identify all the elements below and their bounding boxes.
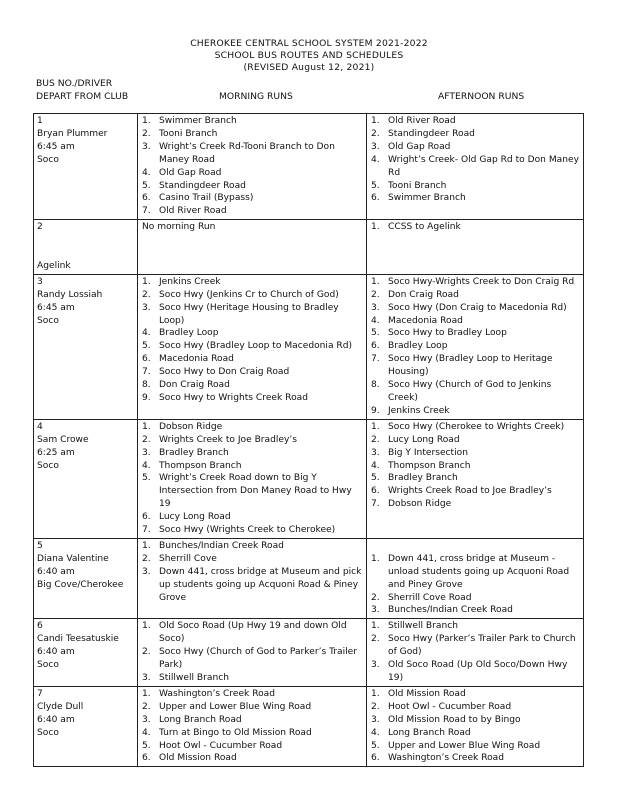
stop-number: 3. (371, 141, 380, 152)
stop-number: 6. (371, 193, 380, 204)
stop-description: Soco Hwy (Heritage Housing to Bradley Loop) (159, 302, 339, 326)
document-title: CHEROKEE CENTRAL SCHOOL SYSTEM 2021-2022 (190, 38, 428, 49)
bus-routes-table (33, 113, 584, 767)
afternoon-run-list (370, 115, 580, 205)
stop-description: Old Mission Road to by Bingo (388, 714, 521, 725)
stop-number: 3. (371, 302, 380, 313)
stop-description: Soco Hwy to Wrights Creek Road (159, 393, 308, 403)
morning-run-list (141, 115, 363, 218)
stop-number: 1. (371, 276, 380, 287)
stop-number: 5. (142, 473, 151, 484)
stop-description: Soco Hwy (Church of God to Jenkins Creek) (388, 380, 552, 403)
run-stop (141, 340, 363, 353)
run-stop (370, 128, 580, 141)
morning-runs-cell (138, 274, 367, 419)
stop-number: 2. (142, 289, 151, 300)
afternoon-run-list (370, 553, 580, 618)
stop-number: 2. (142, 701, 151, 712)
stop-description: Swimmer Branch (388, 193, 466, 204)
stop-number: 2. (371, 701, 380, 712)
stop-number: 2. (142, 128, 151, 139)
stop-number: 3. (142, 673, 151, 684)
stop-description: Washington’s Creek Road (159, 688, 276, 699)
driver-name: Diana Valentine (37, 553, 109, 564)
afternoon-run-list (370, 421, 580, 511)
stop-number: 7. (142, 367, 151, 378)
stop-number: 2. (142, 434, 151, 445)
stop-description: Tooni Branch (388, 180, 447, 191)
stop-number: 7. (142, 206, 151, 217)
stop-description: Soco Hwy (Church of God to Parker’s Trailer Park) (159, 647, 358, 671)
stop-description: Macedonia Road (388, 315, 463, 326)
run-stop (370, 592, 580, 605)
stop-number: 2. (371, 289, 380, 300)
afternoon-runs-cell (367, 114, 584, 220)
stop-number: 2. (142, 553, 151, 564)
stop-description: Wright’s Creek- Old Gap Rd to Don Maney Rd (388, 154, 579, 178)
stop-number: 9. (142, 393, 151, 403)
stop-description: Upper and Lower Blue Wing Road (388, 740, 541, 751)
stop-description: Soco Hwy to Bradley Loop (388, 328, 507, 339)
stop-description: Hoot Owl - Cucumber Road (388, 701, 512, 712)
depart-location: Soco (37, 460, 59, 471)
stop-number: 1. (371, 421, 380, 432)
stop-description: Old Soco Road (Up Old Soco/Down Hwy 19) (388, 660, 568, 684)
stop-number: 1. (371, 553, 380, 564)
stop-description: Tooni Branch (159, 128, 218, 139)
stop-number: 1. (371, 688, 380, 699)
stop-description: Macedonia Road (159, 354, 234, 365)
stop-number: 2. (371, 128, 380, 139)
run-stop (141, 327, 363, 340)
stop-number: 3. (371, 605, 380, 616)
run-stop (370, 221, 580, 234)
stop-number: 1. (142, 688, 151, 699)
stop-description: Upper and Lower Blue Wing Road (159, 701, 312, 712)
stop-description: Soco Hwy-Wrights Creek to Don Craig Rd (388, 276, 575, 287)
morning-runs-cell (138, 686, 367, 766)
depart-location: Soco (37, 727, 59, 738)
stop-number: 9. (371, 405, 380, 416)
stop-number: 1. (371, 116, 380, 126)
route-row (34, 619, 584, 687)
stop-description: Bradley Loop (159, 328, 219, 339)
stop-description: Old Soco Road (Up Hwy 19 and down Old Soco) (159, 621, 347, 645)
stop-description: Jenkins Creek (388, 405, 450, 416)
stop-number: 6. (371, 486, 380, 497)
run-stop (370, 180, 580, 193)
run-stop (141, 672, 363, 685)
stop-number: 1. (371, 621, 380, 632)
stop-number: 5. (371, 740, 380, 751)
afternoon-run-list (370, 221, 580, 234)
depart-location: Soco (37, 660, 59, 671)
morning-runs-cell (138, 538, 367, 618)
stop-description: Jenkins Creek (159, 276, 221, 287)
run-stop (141, 421, 363, 434)
depart-time: 6:25 am (37, 447, 75, 458)
stop-description: Bradley Loop (388, 341, 448, 352)
stop-description: Wright’s Creek Rd-Tooni Branch to Don Maney Road (159, 141, 335, 165)
run-stop (141, 366, 363, 379)
run-stop (141, 167, 363, 180)
run-stop (141, 276, 363, 289)
stop-number: 2. (371, 592, 380, 603)
depart-location: Soco (37, 315, 59, 326)
stop-number: 3. (142, 566, 151, 577)
route-row (34, 114, 584, 220)
depart-location: Big Cove/Cherokee (37, 579, 124, 590)
run-stop (141, 192, 363, 205)
driver-name: Candi Teesatuskie (37, 634, 119, 645)
stop-number: 7. (371, 354, 380, 365)
stop-description: Soco Hwy (Bradley Loop to Heritage Housing) (388, 354, 553, 378)
run-stop (370, 289, 580, 302)
run-stop (370, 472, 580, 485)
afternoon-runs-cell (367, 538, 584, 618)
run-stop (141, 553, 363, 566)
morning-runs-cell (138, 419, 367, 538)
stop-description: Dobson Ridge (388, 499, 452, 510)
run-stop (370, 192, 580, 205)
run-stop (370, 740, 580, 753)
run-stop (141, 714, 363, 727)
stop-number: 2. (371, 634, 380, 645)
run-stop (370, 633, 580, 659)
bus-number: 6 (37, 621, 43, 632)
stop-number: 6. (142, 193, 151, 204)
run-stop (141, 511, 363, 524)
run-stop (141, 379, 363, 392)
stop-number: 1. (142, 421, 151, 432)
stop-description: Bunches/Indian Creek Road (159, 540, 284, 551)
stop-description: Long Branch Road (388, 727, 471, 738)
stop-description: Old River Road (159, 206, 227, 217)
stop-description: Old Gap Road (388, 141, 451, 152)
morning-run-list (141, 421, 363, 537)
run-stop (370, 620, 580, 633)
run-stop (370, 688, 580, 701)
stop-description: Don Craig Road (159, 380, 230, 391)
stop-number: 4. (142, 167, 151, 178)
run-stop (370, 701, 580, 714)
run-stop (141, 115, 363, 128)
stop-number: 4. (371, 315, 380, 326)
run-stop (141, 434, 363, 447)
run-stop (370, 485, 580, 498)
stop-number: 5. (142, 740, 151, 751)
stop-description: Standingdeer Road (159, 180, 246, 191)
morning-runs-cell (138, 220, 367, 275)
stop-description: Wrights Creek to Joe Bradley’s (159, 434, 298, 445)
stop-description: Soco Hwy (Bradley Loop to Macedonia Rd) (159, 341, 353, 352)
bus-number: 3 (37, 276, 43, 287)
column-header-afternoon: AFTERNOON RUNS (438, 91, 525, 102)
stop-number: 5. (371, 180, 380, 191)
revision-date: (REVISED August 12, 2021) (243, 62, 375, 73)
driver-cell (34, 220, 138, 275)
stop-description: Old Mission Road (388, 688, 466, 699)
stop-description: Soco Hwy to Don Craig Road (159, 367, 290, 378)
stop-number: 4. (142, 460, 151, 471)
stop-description: Soco Hwy (Parker’s Trailer Park to Church of God) (388, 634, 576, 658)
driver-cell (34, 274, 138, 419)
stop-number: 5. (371, 328, 380, 339)
run-stop (370, 553, 580, 592)
run-stop (370, 460, 580, 473)
stop-number: 7. (142, 525, 151, 536)
afternoon-run-list (370, 620, 580, 685)
stop-number: 3. (371, 660, 380, 671)
stop-number: 8. (142, 380, 151, 391)
spacer (370, 540, 580, 553)
stop-description: Wright’s Creek Road down to Big Y Intersection from Don Maney Road to Hwy 19 (159, 473, 352, 510)
stop-number: 6. (142, 354, 151, 365)
run-stop (141, 392, 363, 405)
stop-description: Big Y Intersection (388, 447, 468, 458)
depart-time: 6:40 am (37, 647, 75, 658)
stop-description: Soco Hwy (Cherokee to Wrights Creek) (388, 421, 565, 432)
route-row (34, 274, 584, 419)
run-stop (141, 302, 363, 328)
driver-cell (34, 538, 138, 618)
run-stop (370, 353, 580, 379)
stop-number: 4. (142, 727, 151, 738)
run-stop (141, 353, 363, 366)
driver-name: Clyde Dull (37, 701, 84, 712)
morning-run-list (141, 688, 363, 765)
afternoon-runs-cell (367, 619, 584, 687)
stop-description: Washington’s Creek Road (388, 753, 505, 764)
stop-description: Down 441, cross bridge at Museum and pick up students going up Acquoni Road & Piney Grove (159, 566, 362, 603)
run-stop (370, 421, 580, 434)
depart-time: 6:40 am (37, 566, 75, 577)
afternoon-run-list (370, 688, 580, 765)
stop-number: 3. (142, 714, 151, 725)
run-stop (370, 276, 580, 289)
column-header-bus: BUS NO./DRIVER (36, 78, 113, 89)
run-stop (141, 701, 363, 714)
stop-description: Hoot Owl - Cucumber Road (159, 740, 283, 751)
stop-number: 5. (142, 341, 151, 352)
route-row (34, 220, 584, 275)
driver-cell (34, 619, 138, 687)
run-stop (141, 180, 363, 193)
depart-time: 6:45 am (37, 141, 75, 152)
depart-time (37, 247, 134, 260)
run-stop (141, 727, 363, 740)
stop-number: 3. (142, 302, 151, 313)
depart-time: 6:40 am (37, 714, 75, 725)
run-stop (141, 740, 363, 753)
stop-description: Sherrill Cove Road (388, 592, 472, 603)
run-stop (141, 688, 363, 701)
stop-number: 1. (371, 222, 380, 233)
routes-body (34, 114, 584, 767)
stop-number: 4. (142, 328, 151, 339)
stop-description: Wrights Creek Road to Joe Bradley’s (388, 486, 552, 497)
column-header-morning: MORNING RUNS (219, 91, 293, 102)
run-stop (141, 646, 363, 672)
stop-description: Bradley Branch (388, 473, 458, 484)
bus-number: 5 (37, 540, 43, 551)
depart-location: Agelink (37, 260, 71, 271)
run-stop (370, 727, 580, 740)
run-stop (141, 524, 363, 537)
driver-cell (34, 686, 138, 766)
stop-number: 3. (142, 447, 151, 458)
stop-number: 1. (142, 276, 151, 287)
stop-description: Lucy Long Road (388, 434, 460, 445)
morning-run-list (141, 540, 363, 605)
stop-description: Don Craig Road (388, 289, 459, 300)
stop-number: 6. (371, 753, 380, 764)
stop-number: 5. (371, 473, 380, 484)
column-header-depart: DEPART FROM CLUB (36, 91, 129, 102)
run-stop (370, 714, 580, 727)
morning-runs-cell (138, 619, 367, 687)
afternoon-runs-cell (367, 686, 584, 766)
bus-number: 7 (37, 688, 43, 699)
stop-description: Old Gap Road (159, 167, 222, 178)
stop-number: 4. (371, 154, 380, 165)
stop-description: Stillwell Branch (388, 621, 458, 632)
run-stop (370, 327, 580, 340)
bus-number: 2 (37, 222, 43, 233)
depart-location: Soco (37, 154, 59, 165)
stop-description: Dobson Ridge (159, 421, 223, 432)
stop-description: Lucy Long Road (159, 512, 231, 523)
stop-description: Turn at Bingo to Old Mission Road (159, 727, 312, 738)
stop-number: 2. (371, 434, 380, 445)
stop-number: 6. (142, 512, 151, 523)
run-stop (141, 752, 363, 765)
afternoon-runs-cell (367, 274, 584, 419)
run-stop (370, 752, 580, 765)
depart-time: 6:45 am (37, 302, 75, 313)
stop-description: Old River Road (388, 116, 456, 126)
run-stop (141, 128, 363, 141)
stop-description: Long Branch Road (159, 714, 242, 725)
run-stop (370, 447, 580, 460)
stop-description: Thompson Branch (388, 460, 471, 471)
stop-number: 3. (371, 447, 380, 458)
run-stop (370, 115, 580, 128)
stop-description: Swimmer Branch (159, 116, 237, 126)
stop-description: Bunches/Indian Creek Road (388, 605, 513, 616)
route-row (34, 686, 584, 766)
stop-description: Sherrill Cove (159, 553, 217, 564)
run-stop (141, 447, 363, 460)
run-stop (141, 460, 363, 473)
run-stop (370, 379, 580, 405)
run-stop (370, 405, 580, 418)
run-stop (370, 659, 580, 685)
driver-name: Randy Lossiah (37, 289, 103, 300)
driver-cell (34, 419, 138, 538)
run-stop (370, 340, 580, 353)
run-stop (370, 604, 580, 617)
stop-number: 5. (142, 180, 151, 191)
run-stop (370, 154, 580, 180)
run-stop (370, 498, 580, 511)
stop-description: Old Mission Road (159, 753, 237, 764)
stop-number: 1. (142, 116, 151, 126)
bus-number: 4 (37, 421, 43, 432)
stop-description: Soco Hwy (Don Craig to Macedonia Rd) (388, 302, 567, 313)
run-stop (141, 289, 363, 302)
stop-description: CCSS to Agelink (388, 222, 461, 233)
morning-runs-cell (138, 114, 367, 220)
stop-number: 1. (142, 540, 151, 551)
driver-name: Sam Crowe (37, 434, 89, 445)
run-stop (370, 302, 580, 315)
bus-number: 1 (37, 116, 43, 126)
run-stop (141, 141, 363, 167)
stop-number: 3. (142, 141, 151, 152)
stop-number: 2. (142, 647, 151, 658)
driver-name: Bryan Plummer (37, 128, 108, 139)
stop-number: 8. (371, 380, 380, 391)
run-stop (141, 620, 363, 646)
run-stop (370, 434, 580, 447)
afternoon-runs-cell (367, 419, 584, 538)
driver-name (37, 234, 134, 247)
route-row (34, 538, 584, 618)
run-stop (370, 141, 580, 154)
stop-number: 4. (371, 460, 380, 471)
afternoon-run-list (370, 276, 580, 418)
run-stop (141, 566, 363, 605)
stop-description: Stillwell Branch (159, 673, 229, 684)
document-subtitle: SCHOOL BUS ROUTES AND SCHEDULES (214, 50, 404, 61)
stop-description: Casino Trail (Bypass) (159, 193, 254, 204)
afternoon-runs-cell (367, 220, 584, 275)
stop-description: Standingdeer Road (388, 128, 475, 139)
stop-description: Bradley Branch (159, 447, 229, 458)
stop-description: Soco Hwy (Jenkins Cr to Church of God) (159, 289, 339, 300)
route-row (34, 419, 584, 538)
morning-run-list (141, 276, 363, 405)
stop-number: 1. (142, 621, 151, 632)
driver-cell (34, 114, 138, 220)
run-stop (141, 205, 363, 218)
run-stop (141, 472, 363, 511)
run-stop (141, 540, 363, 553)
no-morning-run-note: No morning Run (142, 222, 216, 233)
stop-description: Soco Hwy (Wrights Creek to Cherokee) (159, 525, 336, 536)
morning-run-list (141, 620, 363, 685)
stop-number: 7. (371, 499, 380, 510)
run-stop (370, 315, 580, 328)
stop-description: Down 441, cross bridge at Museum - unload students going up Acquoni Road and Piney Grove (388, 553, 570, 590)
stop-number: 6. (371, 341, 380, 352)
stop-number: 6. (142, 753, 151, 764)
stop-description: Thompson Branch (159, 460, 242, 471)
stop-number: 3. (371, 714, 380, 725)
stop-number: 4. (371, 727, 380, 738)
